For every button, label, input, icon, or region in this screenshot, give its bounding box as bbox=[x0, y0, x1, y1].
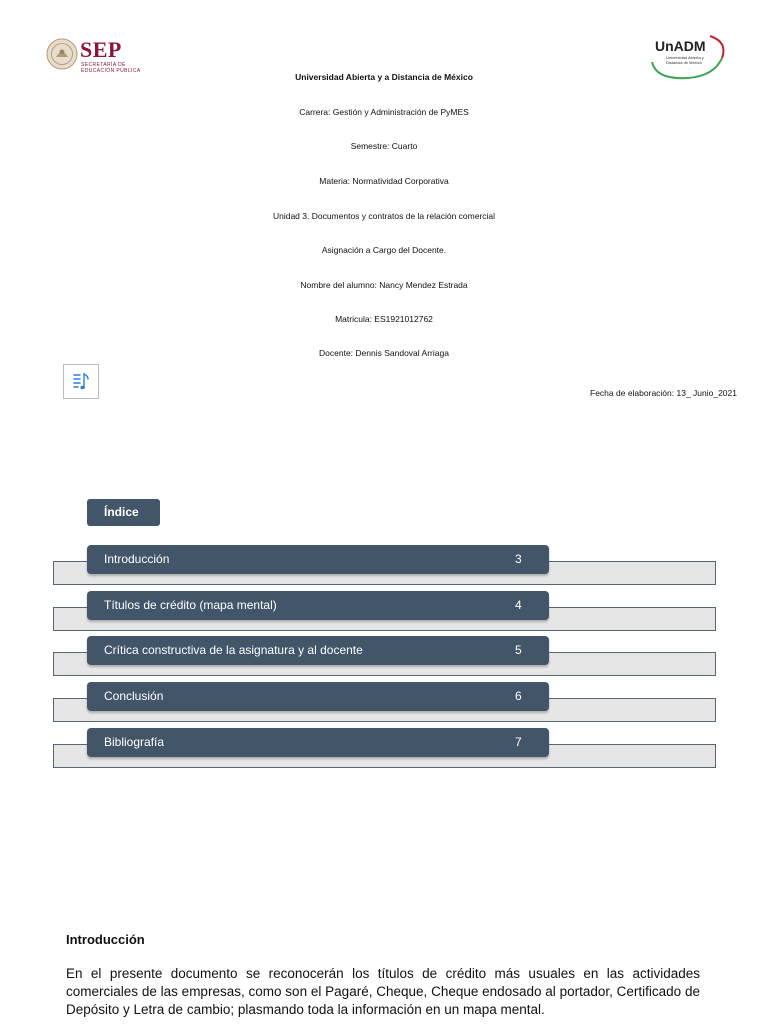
index-item-label: Conclusión bbox=[104, 689, 164, 703]
sep-logo-subtitle-1: SECRETARÍA DE bbox=[81, 62, 126, 68]
read-aloud-icon bbox=[64, 365, 98, 398]
assignment-line: Asignación a Cargo del Docente. bbox=[321, 245, 447, 255]
semester-line: Semestre: Cuarto bbox=[350, 141, 418, 151]
index-item bbox=[0, 728, 768, 772]
sep-seal-icon bbox=[46, 38, 78, 70]
index-item-link[interactable] bbox=[87, 682, 549, 711]
index-item-label: Títulos de crédito (mapa mental) bbox=[104, 598, 277, 612]
index-item-page: 7 bbox=[515, 735, 522, 749]
index-item bbox=[0, 591, 768, 635]
index-item-link[interactable] bbox=[87, 545, 549, 574]
index-title: Índice bbox=[87, 499, 160, 526]
index-item bbox=[0, 682, 768, 726]
date-line: Fecha de elaboración: 13_ Junio_2021 bbox=[590, 388, 737, 398]
unadm-logo-subtitle-2: Distancia de México bbox=[666, 60, 702, 65]
index-item-page: 5 bbox=[515, 643, 522, 657]
unadm-logo-text: UnADM bbox=[655, 38, 706, 54]
index-item-page: 3 bbox=[515, 552, 522, 566]
teacher-line: Docente: Dennis Sandoval Arriaga bbox=[319, 348, 449, 358]
career-line: Carrera: Gestión y Administración de PyMES bbox=[299, 107, 469, 117]
index-item-link[interactable] bbox=[87, 728, 549, 757]
unit-line: Unidad 3. Documentos y contratos de la relación comercial bbox=[272, 211, 496, 221]
intro-heading: Introducción bbox=[66, 932, 145, 947]
sep-logo-text: SEP bbox=[80, 37, 122, 62]
index-item-page: 6 bbox=[515, 689, 522, 703]
intro-paragraph: En el presente documento se reconocerán los títulos de crédito más usuales en las actividades comerciales de las empresas, como son el Pagaré, Cheque, Cheque endosado al portador, Certificado de Depósito y Letra de cambio; plasmando toda la información en un mapa mental. bbox=[66, 966, 700, 1017]
index-item-label: Crítica constructiva de la asignatura y al docente bbox=[104, 643, 363, 657]
subject-line: Materia: Normatividad Corporativa bbox=[319, 176, 449, 186]
unadm-logo-subtitle-1: Universidad Abierta y bbox=[666, 55, 704, 60]
index-item bbox=[0, 545, 768, 589]
sep-logo-subtitle-2: EDUCACIÓN PÚBLICA bbox=[81, 68, 141, 74]
index-item bbox=[0, 636, 768, 680]
index-item-page: 4 bbox=[515, 598, 522, 612]
university-name: Universidad Abierta y a Distancia de México bbox=[295, 72, 473, 82]
index-item-label: Bibliografía bbox=[104, 735, 165, 749]
index-item-label: Introducción bbox=[104, 552, 170, 566]
read-aloud-button[interactable] bbox=[63, 364, 99, 399]
enrollment-line: Matricula: ES1921012762 bbox=[335, 314, 433, 324]
index-item-link[interactable] bbox=[87, 636, 549, 665]
student-name-line: Nombre del alumno: Nancy Mendez Estrada bbox=[300, 280, 468, 290]
index-item-link[interactable] bbox=[87, 591, 549, 620]
